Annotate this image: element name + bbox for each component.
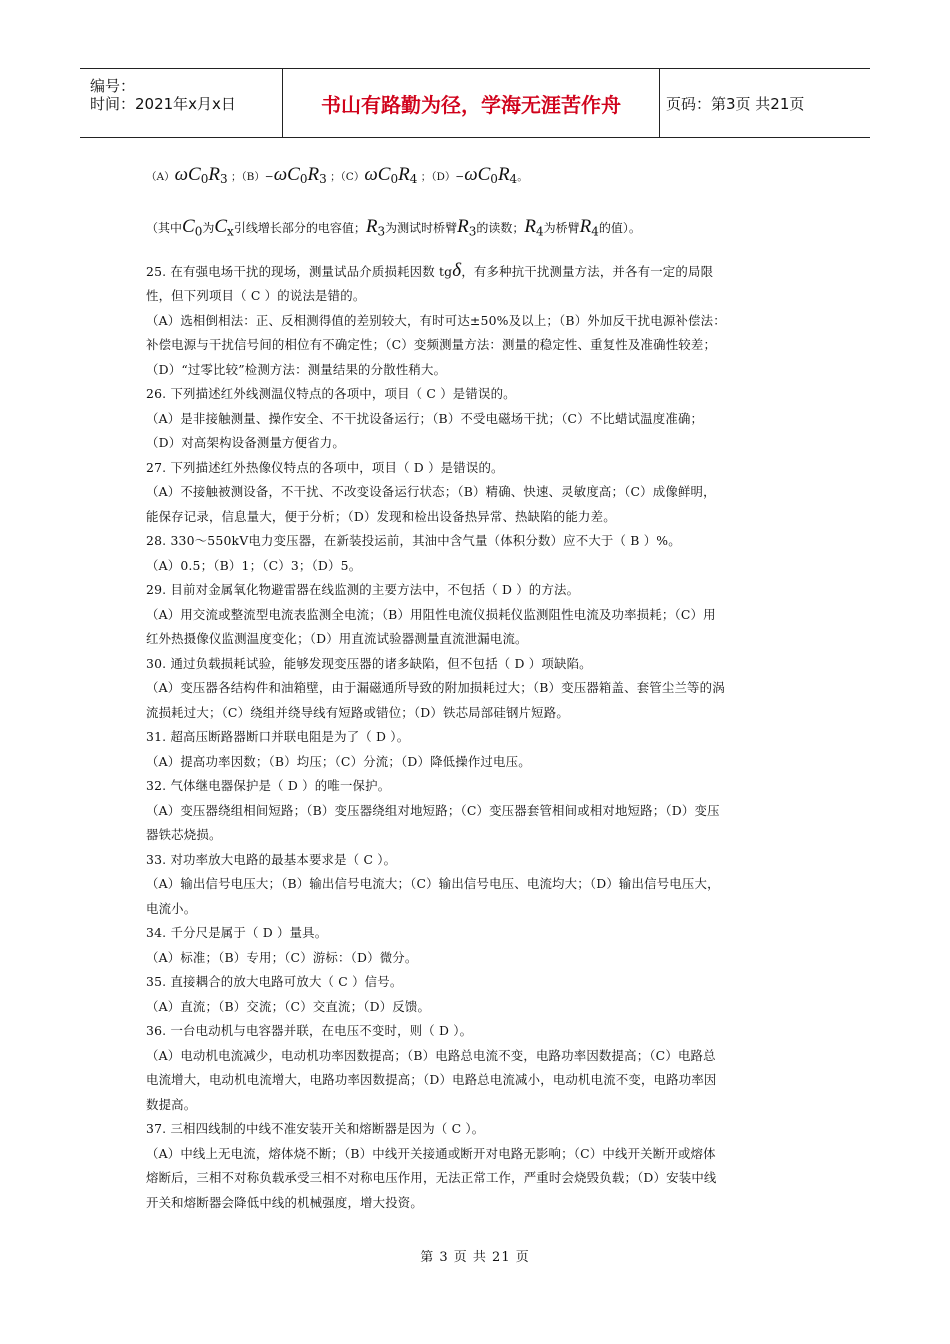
text-line: （A）是非接触测量、操作安全、不干扰设备运行；（B）不受电磁场干扰；（C）不比蜡试温度准确； xyxy=(146,410,704,426)
text-line: 电流增大，电动机电流增大，电路功率因数提高；（D）电路总电流减小，电动机电流不变，电路功率因 xyxy=(146,1072,717,1087)
text-line: （A）中线上无电流，熔体烧不断；（B）中线开关接通或断开对电路无影响；（C）中线开关断开或熔体 xyxy=(146,1145,716,1161)
text-line: （D）对高架构设备测量方便省力。 xyxy=(146,435,345,450)
text-line: 34. 千分尺是属于（ D ）量具。 xyxy=(146,925,328,940)
text-line: 熔断后，三相不对称负载承受三相不对称电压作用，无法正常工作，严重时会烧毁负载；（D）安装中线 xyxy=(146,1170,717,1185)
text-line: （A）输出信号电压大；（B）输出信号电流大；（C）输出信号电压、电流均大；（D）输出信号电压大， xyxy=(146,876,720,891)
text-line: （A）用交流或整流型电流表监测全电流；（B）用阻性电流仪损耗仪监测阻性电流及功率损耗；（C）用 xyxy=(146,606,716,622)
header-motto: 书山有路勤为径，学海无涯苦作舟 xyxy=(282,69,660,137)
question-25-line: 25. 在有强电场干扰的现场，测量试品介质损耗因数 tgδ，有多种抗干扰测量方法，并各有一定的局限 xyxy=(146,260,714,281)
text-line: 29. 目前对金属氧化物避雷器在线监测的主要方法中，不包括（ D ）的方法。 xyxy=(146,582,580,597)
text-line: 开关和熔断器会降低中线的机械强度，增大投资。 xyxy=(146,1194,423,1210)
text-line: 30. 通过负载损耗试验，能够发现变压器的诸多缺陷，但不包括（ D ）项缺陷。 xyxy=(146,655,592,671)
text-line: 35. 直接耦合的放大电路可放大（ C ）信号。 xyxy=(146,974,403,989)
page-header xyxy=(80,68,870,138)
text-line: （A）选相倒相法：正、反相测得值的差别较大，有时可达±50%及以上；（B）外加反干扰电源补偿法： xyxy=(146,312,726,328)
text-line: （A）变压器绕组相间短路；（B）变压器绕组对地短路；（C）变压器套管相间或相对地短路；（D）变压 xyxy=(146,802,720,818)
text-line: （A）电动机电流减少，电动机功率因数提高；（B）电路总电流不变，电路功率因数提高；（C）电路总 xyxy=(146,1047,716,1063)
page-footer: 第 3 页 共 21 页 xyxy=(420,1250,530,1265)
text-line: 红外热摄像仪监测温度变化；（D）用直流试验器测量直流泄漏电流。 xyxy=(146,631,528,646)
text-line: 流损耗过大；（C）绕组并绕导线有短路或错位；（D）铁芯局部硅钢片短路。 xyxy=(146,704,569,720)
text-line: 26. 下列描述红外线测温仪特点的各项中，项目（ C ）是错误的。 xyxy=(146,386,516,401)
number-label: 编号： xyxy=(90,77,136,95)
formula-options: $(A)\omega C_0R_3$ ；$(B)-\omega C_0R_3$ ；$(C)\omega C_0R_4$ ；$(D)-\omega C_0R_4$。 xyxy=(146,164,528,187)
text-line: 36. 一台电动机与电容器并联，在电压不变时，则（ D ）。 xyxy=(146,1023,473,1038)
text-line: （A）变压器各结构件和油箱壁，由于漏磁通所导致的附加损耗过大；（B）变压器箱盖、套管尘兰等的涡 xyxy=(146,680,725,695)
text-line: （A）直流；（B）交流；（C）交直流；（D）反馈。 xyxy=(146,998,431,1014)
text-line: （A）不接触被测设备，不干扰、不改变设备运行状态；（B）精确、快速、灵敏度高；（C）成像鲜明， xyxy=(146,484,716,499)
text-line: （A）标准；（B）专用；（C）游标：（D）微分。 xyxy=(146,949,418,965)
text-line: 33. 对功率放大电路的最基本要求是（ C ）。 xyxy=(146,851,397,867)
text-line: 28. 330～550kV电力变压器，在新装投运前，其油中含气量（体积分数）应不大于（ B ）%。 xyxy=(146,533,681,548)
text-line: 补偿电源与干扰信号间的相位有不确定性；（C）变频测量方法：测量的稳定性、重复性及准确性较差； xyxy=(146,337,717,352)
text-line: 数提高。 xyxy=(146,1096,197,1112)
text-line: 32. 气体继电器保护是（ D ）的唯一保护。 xyxy=(146,778,391,793)
text-line: 31. 超高压断路器断口并联电阻是为了（ D ）。 xyxy=(146,729,410,744)
text-line: 性，但下列项目（ C ）的说法是错的。 xyxy=(146,288,366,303)
text-line: 电流小。 xyxy=(146,900,197,916)
text-line: 27. 下列描述红外热像仪特点的各项中，项目（ D ）是错误的。 xyxy=(146,459,504,475)
formula-note: （其中$C_0$为$C_x$引线增长部分的电容值；$R_3$为测试时桥臂$R_3$的读数；$R_4$为桥臂$R_4$的值）。 xyxy=(146,216,641,239)
text-line: 能保存记录，信息量大，便于分析；（D）发现和检出设备热异常、热缺陷的能力差。 xyxy=(146,508,616,524)
omega-b: ω xyxy=(273,164,288,185)
text-line: 37. 三相四线制的中线不准安装开关和熔断器是因为（ C ）。 xyxy=(146,1121,485,1136)
text-line: 器铁芯烧损。 xyxy=(146,827,222,842)
text-line: （A）0.5；（B）1；（C）3；（D）5。 xyxy=(146,557,362,573)
header-meta xyxy=(80,69,282,137)
header-page-label: 页码：第3页 共21页 xyxy=(666,94,805,113)
date-label: 时间：2021年x月x日 xyxy=(90,95,236,113)
text-line: （D）“过零比较”检测方法：测量结果的分散性稍大。 xyxy=(146,361,447,377)
text-line: （A）提高功率因数；（B）均压；（C）分流；（D）降低操作过电压。 xyxy=(146,753,531,769)
